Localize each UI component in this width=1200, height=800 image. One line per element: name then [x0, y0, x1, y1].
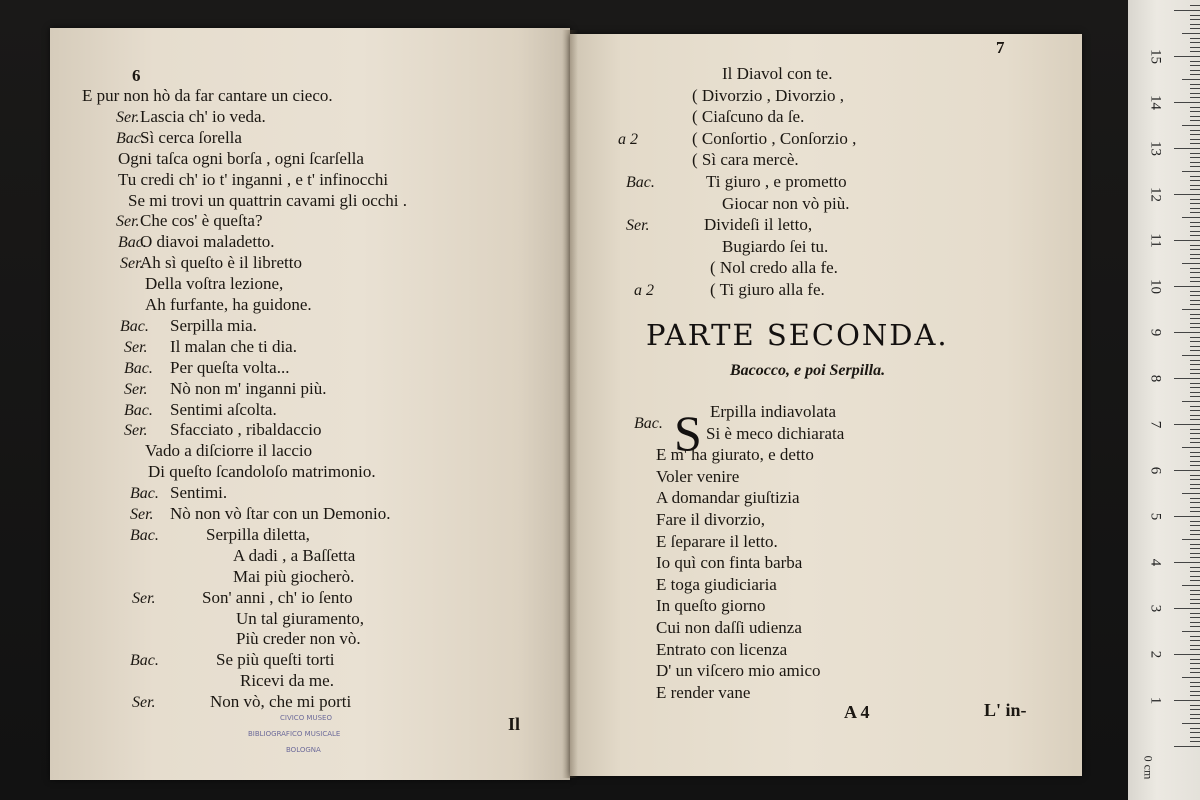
ruler-tick: [1190, 65, 1200, 66]
ruler-number: 10: [1147, 279, 1164, 294]
verse-line: Un tal giuramento,: [236, 608, 364, 628]
ruler-tick: [1190, 258, 1200, 259]
ruler-tick: [1190, 479, 1200, 480]
ruler-tick: [1190, 337, 1200, 338]
measuring-ruler: [1128, 0, 1200, 800]
ruler-tick: [1190, 341, 1200, 342]
ruler-tick: [1190, 406, 1200, 407]
ruler-tick: [1190, 93, 1200, 94]
verse-line: Son' anni , ch' io ſento: [202, 587, 353, 607]
ruler-tick: [1190, 143, 1200, 144]
ruler-tick: [1190, 162, 1200, 163]
ruler-tick: [1190, 5, 1200, 6]
ruler-tick: [1190, 28, 1200, 29]
ruler-tick: [1190, 636, 1200, 637]
ruler-tick: [1190, 111, 1200, 112]
ruler-number: 8: [1147, 374, 1164, 383]
verse-line: Ogni taſca ogni borſa , ogni ſcarſella: [118, 148, 364, 168]
ruler-tick: [1190, 571, 1200, 572]
ruler-tick: [1190, 47, 1200, 48]
verse-line: E pur non hò da far cantare un cieco.: [82, 86, 333, 105]
ruler-tick: [1174, 240, 1200, 241]
ruler-tick: [1190, 511, 1200, 512]
ruler-tick: [1190, 74, 1200, 75]
ruler-tick: [1190, 304, 1200, 305]
ruler-unit-label: 0 cm: [1141, 755, 1156, 780]
ruler-tick: [1190, 392, 1200, 393]
ruler-tick: [1174, 102, 1200, 103]
ruler-tick: [1190, 323, 1200, 324]
verse-line: Cui non daſſi udienza: [656, 618, 802, 637]
ruler-tick: [1190, 718, 1200, 719]
ruler-number: 13: [1147, 141, 1164, 156]
verse-line: Sfacciato , ribaldaccio: [170, 420, 322, 440]
ruler-tick: [1182, 401, 1200, 402]
ruler-tick: [1190, 268, 1200, 269]
ruler-number: 2: [1147, 650, 1164, 659]
ruler-tick: [1190, 97, 1200, 98]
speaker-label: Bac.: [130, 652, 159, 670]
signature-mark: Il: [508, 714, 521, 734]
verse-line: ( Sì cara mercè.: [692, 150, 799, 170]
ruler-tick: [1190, 507, 1200, 508]
verse-line: Divideſi il letto,: [704, 215, 813, 235]
ruler-tick: [1190, 360, 1200, 361]
ruler-tick: [1182, 309, 1200, 310]
ruler-tick: [1190, 245, 1200, 246]
ruler-tick: [1182, 723, 1200, 724]
book-gutter: [562, 30, 578, 778]
section-subheading: Bacocco, e poi Serpilla.: [730, 362, 886, 379]
ruler-tick: [1190, 456, 1200, 457]
verse-line: ( Conſortio , Conſorzio ,: [692, 128, 857, 148]
ruler-tick: [1190, 19, 1200, 20]
speaker-label: Ser.: [120, 255, 144, 273]
ruler-tick: [1190, 222, 1200, 223]
right-page: [570, 34, 1082, 776]
ruler-tick: [1190, 42, 1200, 43]
ruler-tick: [1190, 410, 1200, 411]
ruler-tick: [1190, 130, 1200, 131]
verse-line: Serpilla diletta,: [206, 524, 310, 544]
verse-line: Della voſtra lezione,: [145, 274, 284, 294]
ruler-tick: [1174, 332, 1200, 333]
speaker-label: Bac.: [118, 234, 147, 252]
ruler-tick: [1190, 580, 1200, 581]
ruler-tick: [1174, 194, 1200, 195]
ruler-tick: [1190, 226, 1200, 227]
ruler-tick: [1190, 24, 1200, 25]
speaker-label: Bac.: [120, 317, 149, 335]
stamp-line: BOLOGNA: [286, 746, 321, 754]
speaker-label: Ser.: [626, 217, 650, 235]
verse-line: E toga giudiciaria: [656, 574, 777, 594]
ruler-tick: [1190, 429, 1200, 430]
verse-line: E render vane: [656, 682, 751, 702]
ruler-tick: [1190, 672, 1200, 673]
ruler-tick: [1190, 235, 1200, 236]
speaker-label: Ser.: [124, 380, 148, 398]
ruler-tick: [1190, 134, 1200, 135]
ruler-number: 1: [1147, 696, 1164, 705]
ruler-tick: [1174, 746, 1200, 747]
ruler-tick: [1190, 521, 1200, 522]
verse-line: O diavoi maladetto.: [140, 232, 275, 252]
verse-line: Sentimi.: [170, 483, 228, 503]
verse-line: D' un viſcero mio amico: [656, 661, 821, 681]
ruler-tick: [1190, 732, 1200, 733]
ruler-tick: [1182, 33, 1200, 34]
speaker-label: Ser.: [124, 422, 148, 440]
verse-line: E m' ha giurato, e detto: [656, 445, 814, 465]
verse-line: Si è meco dichiarata: [706, 423, 845, 443]
ruler-number: 6: [1147, 466, 1164, 475]
ruler-tick: [1174, 562, 1200, 563]
ruler-tick: [1182, 447, 1200, 448]
ruler-tick: [1182, 79, 1200, 80]
ruler-tick: [1190, 626, 1200, 627]
ruler-number: 11: [1147, 233, 1164, 248]
stamp-line: CIVICO MUSEO: [280, 714, 332, 722]
ruler-tick: [1174, 424, 1200, 425]
ruler-tick: [1174, 286, 1200, 287]
ruler-tick: [1190, 553, 1200, 554]
ruler-tick: [1190, 567, 1200, 568]
ruler-tick: [1190, 116, 1200, 117]
catchword: L' in-: [984, 700, 1027, 720]
ruler-tick: [1190, 534, 1200, 535]
ruler-tick: [1182, 171, 1200, 172]
speaker-label: Bac.: [130, 526, 159, 544]
ruler-tick: [1190, 350, 1200, 351]
verse-line: Nò non m' inganni più.: [170, 378, 327, 398]
ruler-tick: [1190, 369, 1200, 370]
verse-line: Tu credi ch' io t' inganni , e t' infinocchi: [118, 169, 389, 189]
verse-line: A dadi , a Baſſetta: [233, 545, 356, 565]
verse-line: In queſto giorno: [656, 596, 766, 616]
ruler-tick: [1190, 557, 1200, 558]
ruler-tick: [1190, 291, 1200, 292]
ruler-tick: [1190, 364, 1200, 365]
ruler-tick: [1190, 212, 1200, 213]
ruler-tick: [1190, 281, 1200, 282]
ruler-tick: [1190, 691, 1200, 692]
verse-line: Nò non vò ſtar con un Demonio.: [170, 504, 391, 523]
verse-line: Entrato con licenza: [656, 639, 788, 659]
ruler-tick: [1190, 84, 1200, 85]
ruler-tick: [1190, 705, 1200, 706]
ruler-tick: [1190, 396, 1200, 397]
ruler-number: 7: [1147, 420, 1164, 429]
verse-line: Voler venire: [656, 466, 740, 486]
ruler-tick: [1190, 502, 1200, 503]
stamp-line: BIBLIOGRAFICO MUSICALE: [248, 730, 341, 738]
ruler-tick: [1182, 263, 1200, 264]
speaker-label: Ser.: [116, 108, 140, 126]
speaker-label: a 2: [618, 130, 638, 148]
verse-line: Mai più giocherò.: [233, 566, 355, 586]
ruler-tick: [1190, 176, 1200, 177]
verse-line: ( Ti giuro alla fe.: [710, 280, 825, 299]
speaker-label: Ser.: [130, 506, 154, 523]
verse-line: Il malan che ti dia.: [170, 336, 297, 356]
ruler-tick: [1174, 148, 1200, 149]
ruler-tick: [1190, 686, 1200, 687]
ruler-tick: [1190, 594, 1200, 595]
ruler-tick: [1190, 51, 1200, 52]
ruler-number: 15: [1147, 49, 1164, 64]
ruler-tick: [1190, 318, 1200, 319]
ruler-tick: [1190, 139, 1200, 140]
speaker-label: Bac.: [130, 485, 159, 503]
verse-line: ( Ciaſcuno da ſe.: [692, 107, 805, 127]
ruler-number: 3: [1147, 604, 1164, 613]
signature-mark: A 4: [844, 702, 870, 722]
ruler-tick: [1174, 700, 1200, 701]
ruler-tick: [1182, 125, 1200, 126]
ruler-tick: [1174, 56, 1200, 57]
verse-line: Giocar non vò più.: [722, 193, 850, 213]
verse-line: ( Nol credo alla fe.: [710, 258, 838, 278]
section-heading: PARTE SECONDA.: [646, 318, 949, 352]
ruler-tick: [1174, 608, 1200, 609]
ruler-number: 5: [1147, 512, 1164, 521]
ruler-tick: [1190, 300, 1200, 301]
ruler-number: 4: [1147, 558, 1164, 567]
ruler-tick: [1190, 465, 1200, 466]
verse-line: Io quì con finta barba: [656, 553, 803, 573]
ruler-tick: [1190, 373, 1200, 374]
verse-line: Per queſta volta...: [170, 357, 290, 377]
ruler-tick: [1190, 488, 1200, 489]
ruler-number: 14: [1147, 95, 1164, 110]
verse-line: Ricevi da me.: [240, 671, 334, 691]
speaker-label: Bac.: [634, 415, 663, 432]
ruler-tick: [1190, 433, 1200, 434]
ruler-tick: [1190, 728, 1200, 729]
ruler-tick: [1190, 208, 1200, 209]
ruler-tick: [1190, 695, 1200, 696]
ruler-tick: [1174, 654, 1200, 655]
verse-line: Se mi trovi un quattrin cavami gli occhi .: [128, 190, 408, 210]
verse-line: Il Diavol con te.: [722, 64, 833, 83]
ruler-tick: [1182, 631, 1200, 632]
ruler-tick: [1190, 498, 1200, 499]
speaker-label: Ser.: [124, 338, 148, 356]
ruler-tick: [1174, 516, 1200, 517]
verse-line: Che cos' è queſta?: [140, 211, 263, 231]
ruler-tick: [1190, 544, 1200, 545]
ruler-tick: [1190, 254, 1200, 255]
ruler-tick: [1190, 277, 1200, 278]
left-page: [50, 28, 570, 780]
ruler-number: 12: [1147, 187, 1164, 202]
ruler-tick: [1190, 157, 1200, 158]
speaker-label: Bac.: [626, 174, 655, 191]
ruler-tick: [1190, 180, 1200, 181]
verse-line: Fare il divorzio,: [656, 510, 766, 529]
ruler-tick: [1190, 203, 1200, 204]
ruler-tick: [1190, 649, 1200, 650]
ruler-tick: [1190, 576, 1200, 577]
ruler-tick: [1190, 249, 1200, 250]
ruler-tick: [1174, 10, 1200, 11]
verse-line: Ti giuro , e prometto: [706, 172, 847, 191]
ruler-tick: [1190, 314, 1200, 315]
ruler-tick: [1190, 15, 1200, 16]
speaker-label: Ser.: [116, 213, 140, 231]
speaker-label: Bac.: [124, 401, 153, 419]
ruler-tick: [1190, 475, 1200, 476]
ruler-tick: [1190, 461, 1200, 462]
verse-line: Ah sì queſto è il libretto: [140, 253, 302, 273]
ruler-tick: [1182, 585, 1200, 586]
ruler-tick: [1190, 622, 1200, 623]
page-number: 6: [132, 66, 141, 85]
ruler-tick: [1182, 217, 1200, 218]
verse-line: Ah furfante, ha guidone.: [145, 295, 312, 314]
ruler-tick: [1190, 107, 1200, 108]
ruler-tick: [1190, 714, 1200, 715]
verse-line: Sentimi aſcolta.: [170, 399, 277, 419]
ruler-tick: [1190, 590, 1200, 591]
ruler-tick: [1190, 419, 1200, 420]
ruler-tick: [1190, 645, 1200, 646]
ruler-tick: [1190, 741, 1200, 742]
ruler-tick: [1190, 659, 1200, 660]
ruler-tick: [1190, 120, 1200, 121]
verse-line: Bugiardo ſei tu.: [722, 236, 829, 256]
ruler-tick: [1190, 613, 1200, 614]
speaker-label: Ser.: [132, 694, 156, 712]
verse-line: E ſeparare il letto.: [656, 531, 778, 551]
verse-line: Serpilla mia.: [170, 315, 257, 335]
ruler-tick: [1182, 355, 1200, 356]
ruler-tick: [1190, 530, 1200, 531]
ruler-tick: [1190, 640, 1200, 641]
ruler-tick: [1190, 709, 1200, 710]
ruler-tick: [1190, 442, 1200, 443]
ruler-tick: [1190, 70, 1200, 71]
drop-cap: S: [674, 405, 702, 461]
verse-line: Se più queſti torti: [216, 650, 335, 670]
ruler-tick: [1190, 548, 1200, 549]
ruler-tick: [1190, 295, 1200, 296]
verse-line: Sì cerca ſorella: [140, 127, 242, 147]
ruler-tick: [1190, 663, 1200, 664]
ruler-tick: [1190, 38, 1200, 39]
ruler-tick: [1190, 153, 1200, 154]
speaker-label: Bac.: [124, 359, 153, 377]
ruler-tick: [1190, 599, 1200, 600]
verse-line: Più creder non vò.: [236, 629, 361, 649]
ruler-tick: [1182, 539, 1200, 540]
ruler-tick: [1190, 525, 1200, 526]
ruler-tick: [1190, 737, 1200, 738]
ruler-tick: [1190, 231, 1200, 232]
ruler-tick: [1190, 346, 1200, 347]
ruler-tick: [1190, 272, 1200, 273]
verse-line: Vado a diſciorre il laccio: [145, 441, 313, 461]
ruler-tick: [1190, 88, 1200, 89]
ruler-tick: [1190, 415, 1200, 416]
ruler-tick: [1190, 603, 1200, 604]
verse-line: Di queſto ſcandoloſo matrimonio.: [148, 462, 376, 482]
ruler-tick: [1174, 470, 1200, 471]
speaker-label: Bac.: [116, 129, 145, 147]
verse-line: A domandar giuſtizia: [656, 488, 800, 508]
ruler-tick: [1190, 438, 1200, 439]
ruler-tick: [1190, 668, 1200, 669]
ruler-tick: [1190, 387, 1200, 388]
ruler-tick: [1190, 189, 1200, 190]
verse-line: ( Divorzio , Divorzio ,: [692, 85, 845, 105]
library-stamp: [238, 712, 398, 764]
ruler-tick: [1174, 378, 1200, 379]
ruler-tick: [1190, 185, 1200, 186]
ruler-number: 9: [1147, 328, 1164, 337]
ruler-tick: [1190, 61, 1200, 62]
verse-line: Non vò, che mi porti: [210, 692, 352, 712]
ruler-tick: [1190, 327, 1200, 328]
speaker-label: Ser.: [132, 589, 156, 607]
speaker-label: a 2: [634, 282, 654, 299]
verse-line: Erpilla indiavolata: [710, 402, 837, 421]
page-number: 7: [996, 38, 1005, 57]
ruler-tick: [1190, 682, 1200, 683]
verse-line: Lascia ch' io veda.: [140, 106, 266, 126]
ruler-tick: [1190, 617, 1200, 618]
ruler-tick: [1190, 166, 1200, 167]
ruler-tick: [1182, 677, 1200, 678]
ruler-tick: [1190, 199, 1200, 200]
ruler-tick: [1190, 484, 1200, 485]
ruler-tick: [1190, 452, 1200, 453]
ruler-tick: [1182, 493, 1200, 494]
ruler-tick: [1190, 383, 1200, 384]
